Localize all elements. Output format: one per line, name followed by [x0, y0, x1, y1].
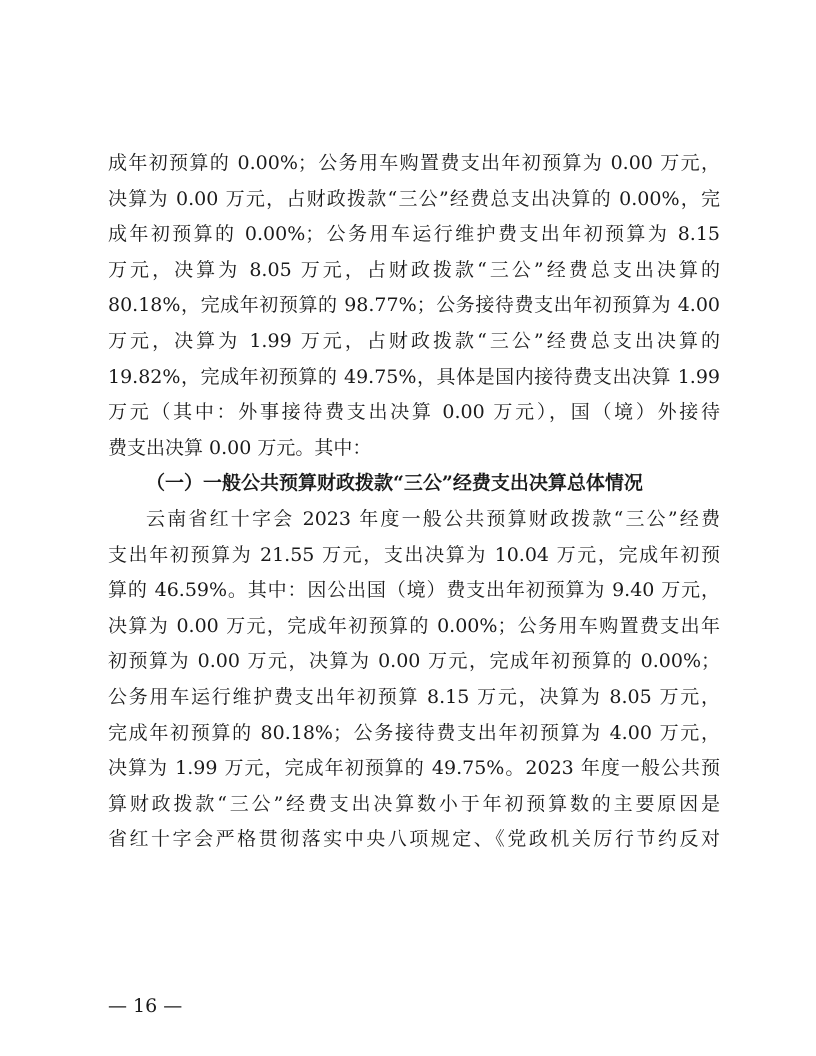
- text-line: 决算为 0.00 万元，占财政拨款“三公”经费总支出决算的 0.00%，完: [108, 187, 720, 210]
- text-line: 万元，决算为 1.99 万元，占财政拨款“三公”经费总支出决算的: [108, 329, 720, 352]
- text-line: 算财政拨款“三公”经费支出决算数小于年初预算数的主要原因是: [108, 792, 720, 815]
- page-number: — 16 —: [108, 995, 183, 1017]
- body-text: [108, 146, 720, 858]
- text-line: 19.82%，完成年初预算的 49.75%，具体是国内接待费支出决算 1.99: [108, 365, 720, 388]
- text-line: 支出年初预算为 21.55 万元，支出决算为 10.04 万元，完成年初预: [108, 543, 720, 566]
- text-line: 完成年初预算的 80.18%；公务接待费支出年初预算为 4.00 万元，: [108, 721, 720, 744]
- text-line: 决算为 1.99 万元，完成年初预算的 49.75%。2023 年度一般公共预: [108, 757, 720, 780]
- text-line: 决算为 0.00 万元，完成年初预算的 0.00%；公务用车购置费支出年: [108, 614, 720, 637]
- text-line: 初预算为 0.00 万元，决算为 0.00 万元，完成年初预算的 0.00%；: [108, 650, 720, 673]
- text-line: 成年初预算的 0.00%；公务用车购置费支出年初预算为 0.00 万元，: [108, 152, 720, 174]
- text-line: 算的 46.59%。其中：因公出国（境）费支出年初预算为 9.40 万元，: [108, 579, 720, 602]
- text-line: 80.18%，完成年初预算的 98.77%；公务接待费支出年初预算为 4.00: [108, 294, 720, 317]
- text-line: 云南省红十字会 2023 年度一般公共预算财政拨款“三公”经费: [146, 507, 720, 530]
- text-line: 万元（其中：外事接待费支出决算 0.00 万元），国（境）外接待: [108, 401, 720, 424]
- text-line: 省红十字会严格贯彻落实中央八项规定、《党政机关厉行节约反对: [108, 828, 720, 851]
- text-line: 万元，决算为 8.05 万元，占财政拨款“三公”经费总支出决算的: [108, 258, 720, 281]
- text-line: 费支出决算 0.00 万元。其中：: [108, 436, 372, 459]
- text-line: 成年初预算的 0.00%；公务用车运行维护费支出年初预算为 8.15: [108, 223, 720, 246]
- section-heading: （一）一般公共预算财政拨款“三公”经费支出决算总体情况: [146, 472, 643, 495]
- text-line: 公务用车运行维护费支出年初预算 8.15 万元，决算为 8.05 万元，: [108, 685, 720, 708]
